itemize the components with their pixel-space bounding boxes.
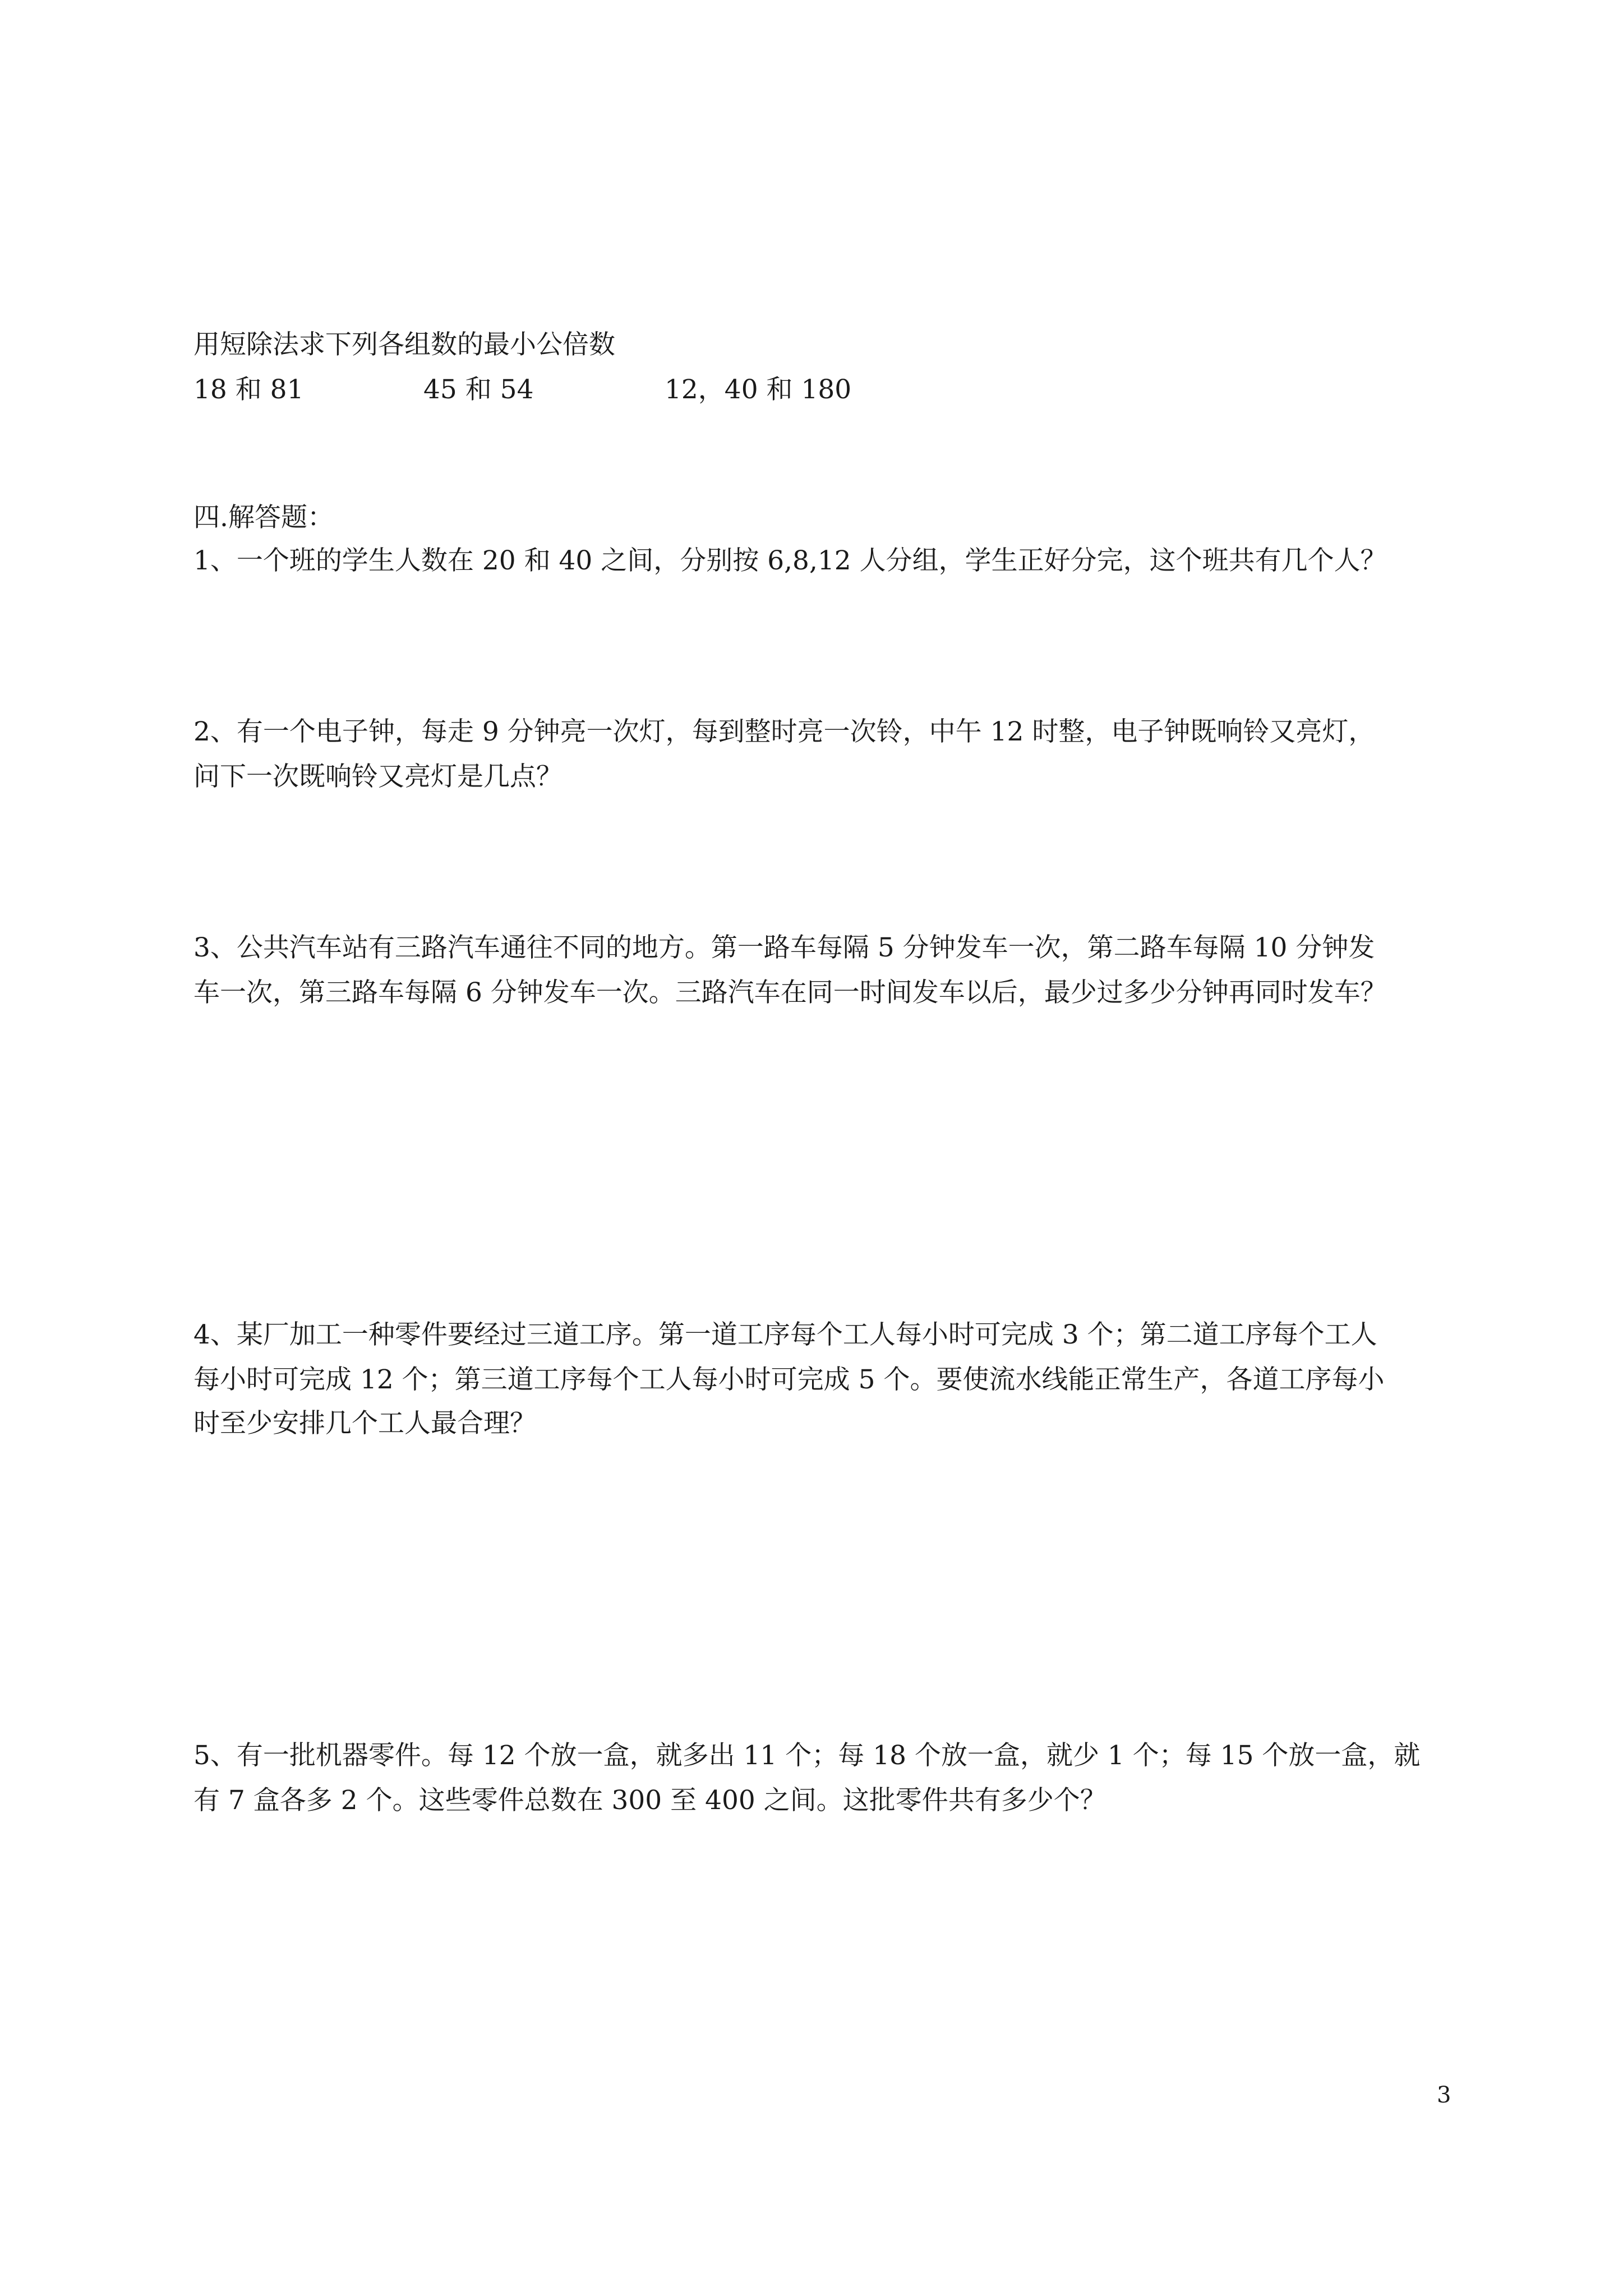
lcm-item-1: 18 和 81 bbox=[193, 374, 304, 405]
lcm-item-3: 12，40 和 180 bbox=[665, 374, 852, 405]
question-2-line-1: 2、有一个电子钟，每走 9 分钟亮一次灯，每到整时亮一次铃，中午 12 时整，电子钟既响铃又亮灯， bbox=[193, 716, 1375, 747]
lcm-item-2: 45 和 54 bbox=[423, 374, 534, 405]
question-5-line-1: 5、有一批机器零件。每 12 个放一盒，就多出 11 个；每 18 个放一盒，就少 1 个；每 15 个放一盒，就 bbox=[193, 1740, 1421, 1771]
question-5-line-2: 有 7 盒各多 2 个。这些零件总数在 300 至 400 之间。这批零件共有多少个？ bbox=[193, 1785, 1106, 1816]
question-2-line-2: 问下一次既响铃又亮灯是几点？ bbox=[193, 761, 562, 792]
question-4-line-1: 4、某厂加工一种零件要经过三道工序。第一道工序每个工人每小时可完成 3 个；第二道工序每个工人 bbox=[193, 1319, 1377, 1350]
lcm-instruction: 用短除法求下列各组数的最小公倍数 bbox=[193, 329, 615, 360]
question-3-line-2: 车一次，第三路车每隔 6 分钟发车一次。三路汽车在同一时间发车以后，最少过多少分钟再同时发车？ bbox=[193, 977, 1387, 1008]
question-4-line-3: 时至少安排几个工人最合理？ bbox=[193, 1408, 536, 1439]
section-heading: 四.解答题： bbox=[193, 502, 334, 533]
page-number: 3 bbox=[1437, 2082, 1451, 2108]
question-3-line-1: 3、公共汽车站有三路汽车通往不同的地方。第一路车每隔 5 分钟发车一次，第二路车每隔 10 分钟发 bbox=[193, 932, 1375, 963]
lcm-items-row bbox=[193, 373, 979, 407]
question-4-line-2: 每小时可完成 12 个；第三道工序每个工人每小时可完成 5 个。要使流水线能正常生产，各道工序每小 bbox=[193, 1364, 1385, 1395]
question-1-line-1: 1、一个班的学生人数在 20 和 40 之间，分别按 6,8,12 人分组，学生正好分完，这个班共有几个人？ bbox=[193, 545, 1387, 576]
